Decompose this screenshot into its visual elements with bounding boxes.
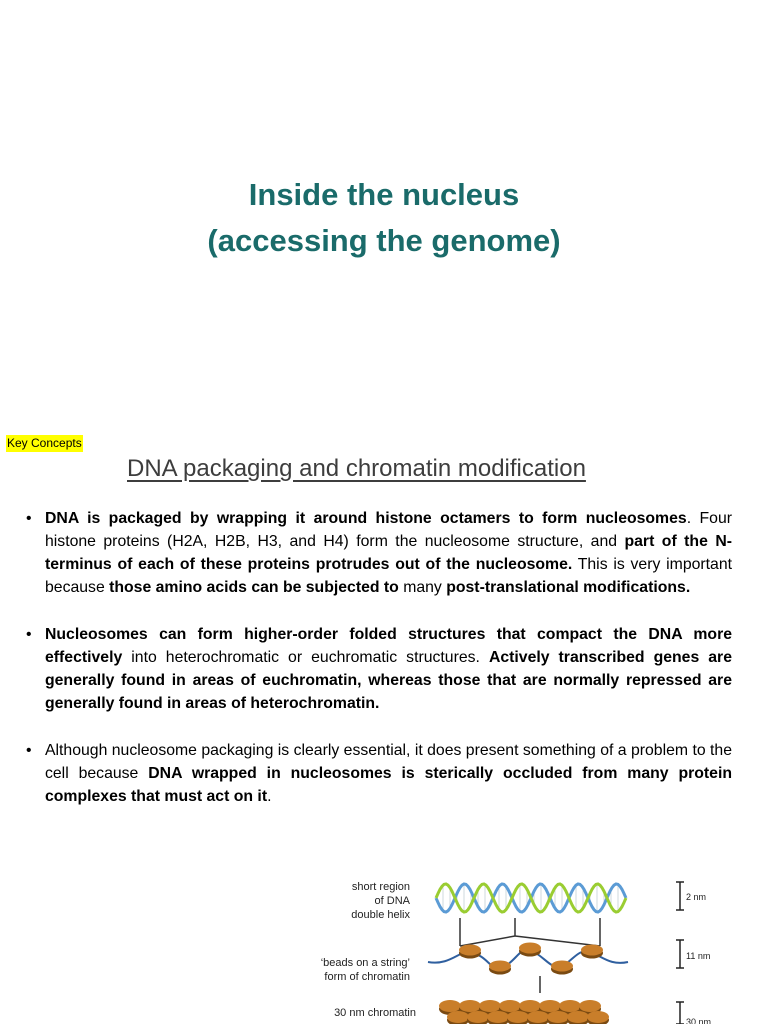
bullet-dot: • <box>26 510 32 527</box>
fiber-nucleosome <box>547 1011 569 1023</box>
beads-on-string-label: ‘beads on a string’ form of chromatin <box>320 957 410 983</box>
fiber-nucleosome <box>447 1011 469 1023</box>
text-run: into heterochromatic or euchromatic structures. <box>122 649 489 666</box>
fiber-nucleosome <box>459 1000 481 1012</box>
nucleosome-bead <box>581 945 603 956</box>
text-run: many <box>398 579 447 596</box>
bold-run: post-translational modifications. <box>446 579 691 596</box>
fiber-nucleosome <box>487 1011 509 1023</box>
text-run: This is very important because <box>45 556 732 596</box>
nucleosome-bead <box>519 943 541 954</box>
fiber-nucleosome <box>499 1000 521 1012</box>
bold-run: those amino acids can be subjected to <box>109 579 399 596</box>
fiber-nucleosome <box>519 1000 541 1012</box>
bold-run: Actively transcribed genes are generally found in areas of euchromatin, whereas those that are normally repressed are generally found in areas of heterochromatin. <box>45 649 732 712</box>
text-run: Although nucleosome packaging is clearly essential, it does present something of a problem to the cell because <box>45 742 732 782</box>
fiber-nucleosome <box>479 1000 501 1012</box>
scale-2nm: 2 nm <box>686 892 707 902</box>
text-run: . <box>267 788 272 805</box>
chromatin-packaging-figure <box>310 866 730 1024</box>
fiber-nucleosome <box>567 1011 589 1023</box>
chromatin-fiber <box>439 1000 609 1024</box>
key-concepts-highlight: Key Concepts <box>7 436 82 450</box>
bullet-item <box>26 623 732 715</box>
nucleosome-bead <box>489 961 511 972</box>
bold-run: Nucleosomes can form higher-order folded structures that compact the DNA more effectively <box>45 626 732 666</box>
figure-graphic <box>310 866 730 1024</box>
scale-30nm: 30 nm <box>686 1017 712 1024</box>
scale-bars <box>676 882 684 1024</box>
bold-run: DNA wrapped in nucleosomes is sterically occluded from many protein complexes that must act on it <box>45 765 732 805</box>
section-heading: DNA packaging and chromatin modification <box>127 455 586 482</box>
fiber-nucleosome <box>559 1000 581 1012</box>
fiber-nucleosome <box>467 1011 489 1023</box>
fiber-nucleosome <box>539 1000 561 1012</box>
connector-line <box>460 936 515 946</box>
fiber-nucleosome <box>579 1000 601 1012</box>
bullet-dot: • <box>26 742 32 759</box>
page-title <box>0 172 768 264</box>
nucleosome-beads <box>428 943 628 975</box>
fiber-nucleosome <box>587 1011 609 1023</box>
bold-run: part of the N-terminus of each of these proteins protrudes out of the nucleosome. <box>45 533 732 573</box>
fiber-nucleosome <box>439 1000 461 1012</box>
nucleosome-bead <box>551 961 573 972</box>
fiber-nucleosome <box>507 1011 529 1023</box>
text-run: . Four histone proteins (H2A, H2B, H3, and H4) form the nucleosome structure, and <box>45 510 732 550</box>
bold-run: DNA is packaged by wrapping it around histone octamers to form nucleosomes <box>45 510 687 527</box>
chromatin-fiber-label: 30 nm chromatin <box>334 1007 416 1019</box>
fiber-nucleosome <box>527 1011 549 1023</box>
dna-helix-label: short region of DNA double helix <box>351 881 410 921</box>
bullet-item <box>26 507 732 599</box>
title-line-1: Inside the nucleus <box>248 177 520 212</box>
bullet-item <box>26 739 732 808</box>
scale-11nm: 11 nm <box>686 951 711 961</box>
dna-double-helix <box>436 884 626 912</box>
title-line-2: (accessing the genome) <box>207 223 561 258</box>
bullet-dot: • <box>26 626 32 643</box>
bullet-list <box>26 507 732 832</box>
nucleosome-bead <box>459 945 481 956</box>
